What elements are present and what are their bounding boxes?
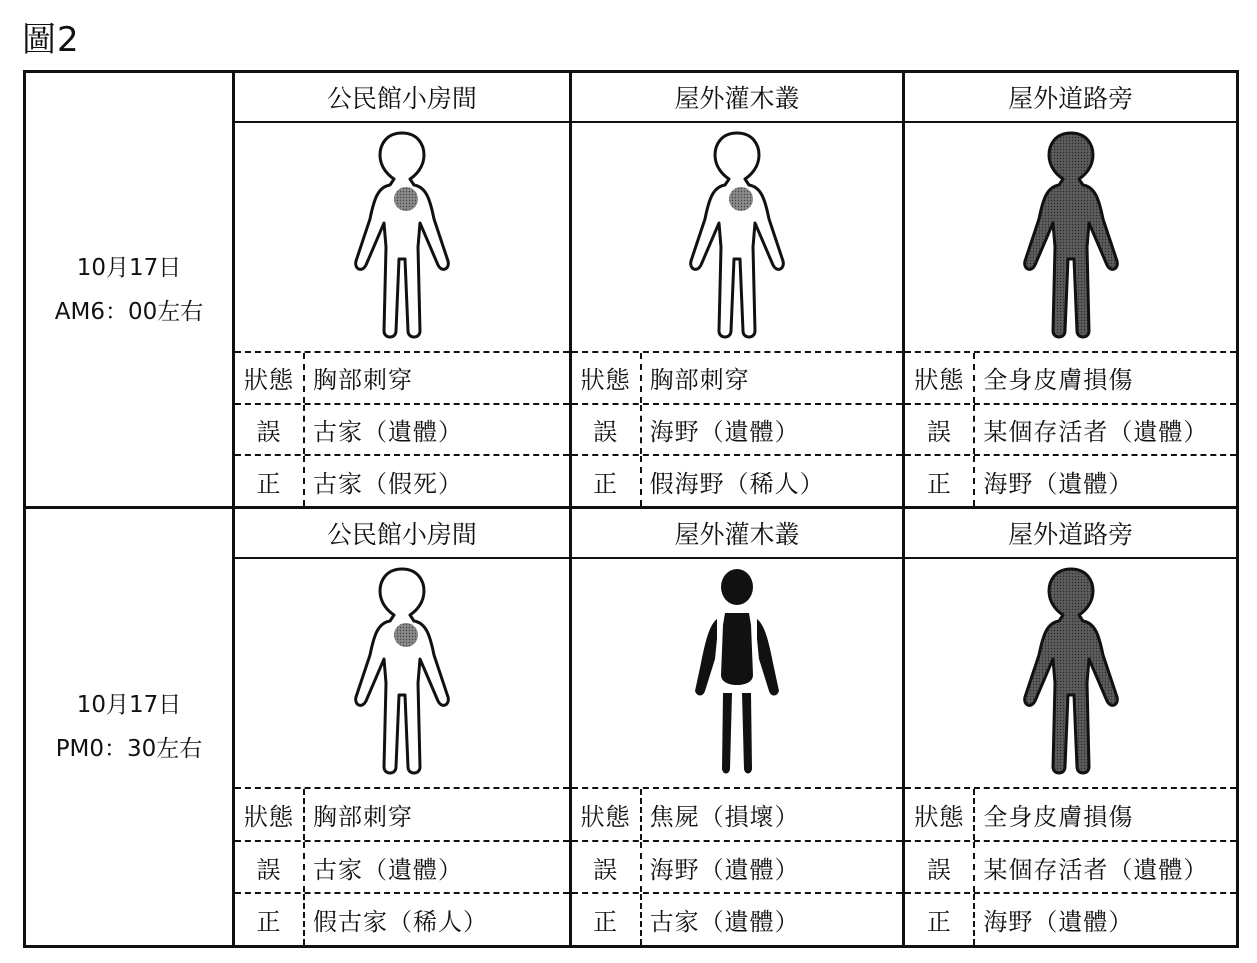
correct-row [905, 454, 1236, 506]
wrong-key: 誤 [905, 405, 975, 455]
correct-row [905, 892, 1236, 945]
wrong-value: 海野（遺體） [649, 855, 800, 884]
correct-value: 古家（遺體） [649, 908, 800, 937]
status-value: 胸部刺穿 [649, 366, 750, 395]
row-time: PM0：30左右 [55, 736, 203, 762]
correct-value: 古家（假死） [313, 469, 463, 498]
correct-value: 假海野（稀人） [649, 469, 825, 498]
wrong-key: 誤 [905, 842, 975, 893]
black-charred-body-icon [677, 563, 797, 783]
wrong-row [572, 840, 903, 893]
location-header: 屋外灌木叢 [572, 73, 903, 123]
wrong-value: 某個存活者（遺體） [983, 418, 1209, 446]
correct-key: 正 [235, 456, 305, 506]
white-body-chest-wound-icon [677, 127, 797, 347]
status-key: 狀態 [905, 353, 975, 403]
white-body-chest-wound-icon [342, 563, 462, 783]
wrong-value: 古家（遺體） [313, 418, 463, 446]
location-header: 公民館小房間 [235, 73, 569, 123]
status-key: 狀態 [235, 789, 305, 840]
wrong-key: 誤 [572, 405, 642, 455]
scene-column [235, 509, 569, 945]
wrong-value: 古家（遺體） [313, 855, 463, 884]
figure-cell [235, 123, 569, 353]
gray-body-full-skin-damage-icon [1011, 127, 1131, 347]
chest-wound-mark [394, 187, 418, 211]
figure-cell [572, 559, 903, 789]
status-value: 胸部刺穿 [313, 802, 413, 831]
wrong-row [235, 403, 569, 455]
status-row [905, 789, 1236, 840]
status-value: 胸部刺穿 [313, 366, 413, 395]
row-time-label [26, 73, 235, 509]
row-date: 10月17日 [76, 254, 182, 281]
correct-key: 正 [572, 894, 642, 945]
correct-key: 正 [235, 894, 305, 945]
status-key: 狀態 [235, 353, 305, 403]
wrong-row [905, 840, 1236, 893]
figure-cell [905, 123, 1236, 353]
gray-body-full-skin-damage-icon [1011, 563, 1131, 783]
chest-wound-mark [729, 187, 753, 211]
correct-value: 海野（遺體） [983, 469, 1134, 498]
wrong-key: 誤 [235, 842, 305, 893]
scene-column [569, 509, 903, 945]
wrong-value: 某個存活者（遺體） [983, 855, 1209, 884]
correct-row [572, 454, 903, 506]
status-value: 全身皮膚損傷 [983, 366, 1134, 395]
chest-wound-mark [394, 623, 418, 647]
wrong-key: 誤 [572, 842, 642, 893]
white-body-chest-wound-icon [342, 127, 462, 347]
correct-key: 正 [905, 456, 975, 506]
location-header: 屋外道路旁 [905, 73, 1236, 123]
row-block [235, 509, 1236, 945]
wrong-row [572, 403, 903, 455]
scene-column [902, 73, 1236, 506]
status-key: 狀態 [572, 789, 642, 840]
scene-column [235, 73, 569, 506]
status-value: 全身皮膚損傷 [983, 802, 1134, 831]
row-block [235, 73, 1236, 509]
row-time-label [26, 509, 235, 945]
status-value: 焦屍（損壞） [649, 802, 800, 831]
status-row [235, 353, 569, 403]
correct-value: 假古家（稀人） [313, 908, 488, 937]
correct-row [572, 892, 903, 945]
wrong-row [235, 840, 569, 893]
correct-row [235, 454, 569, 506]
correct-key: 正 [572, 456, 642, 506]
figure-cell [235, 559, 569, 789]
status-row [572, 789, 903, 840]
status-key: 狀態 [572, 353, 642, 403]
wrong-key: 誤 [235, 405, 305, 455]
status-row [905, 353, 1236, 403]
correct-value: 海野（遺體） [983, 908, 1134, 937]
status-row [572, 353, 903, 403]
row-time: AM6：00左右 [54, 298, 204, 325]
location-header: 屋外道路旁 [905, 509, 1236, 559]
location-header: 公民館小房間 [235, 509, 569, 559]
location-header: 屋外灌木叢 [572, 509, 903, 559]
scene-column [569, 73, 903, 506]
figure-cell [905, 559, 1236, 789]
figure-title: 圖2 [22, 20, 80, 60]
status-key: 狀態 [905, 789, 975, 840]
scene-column [902, 509, 1236, 945]
status-row [235, 789, 569, 840]
correct-row [235, 892, 569, 945]
correct-key: 正 [905, 894, 975, 945]
wrong-row [905, 403, 1236, 455]
figure-cell [572, 123, 903, 353]
body-state-table [23, 70, 1239, 948]
wrong-value: 海野（遺體） [649, 418, 800, 446]
row-date: 10月17日 [76, 692, 182, 718]
